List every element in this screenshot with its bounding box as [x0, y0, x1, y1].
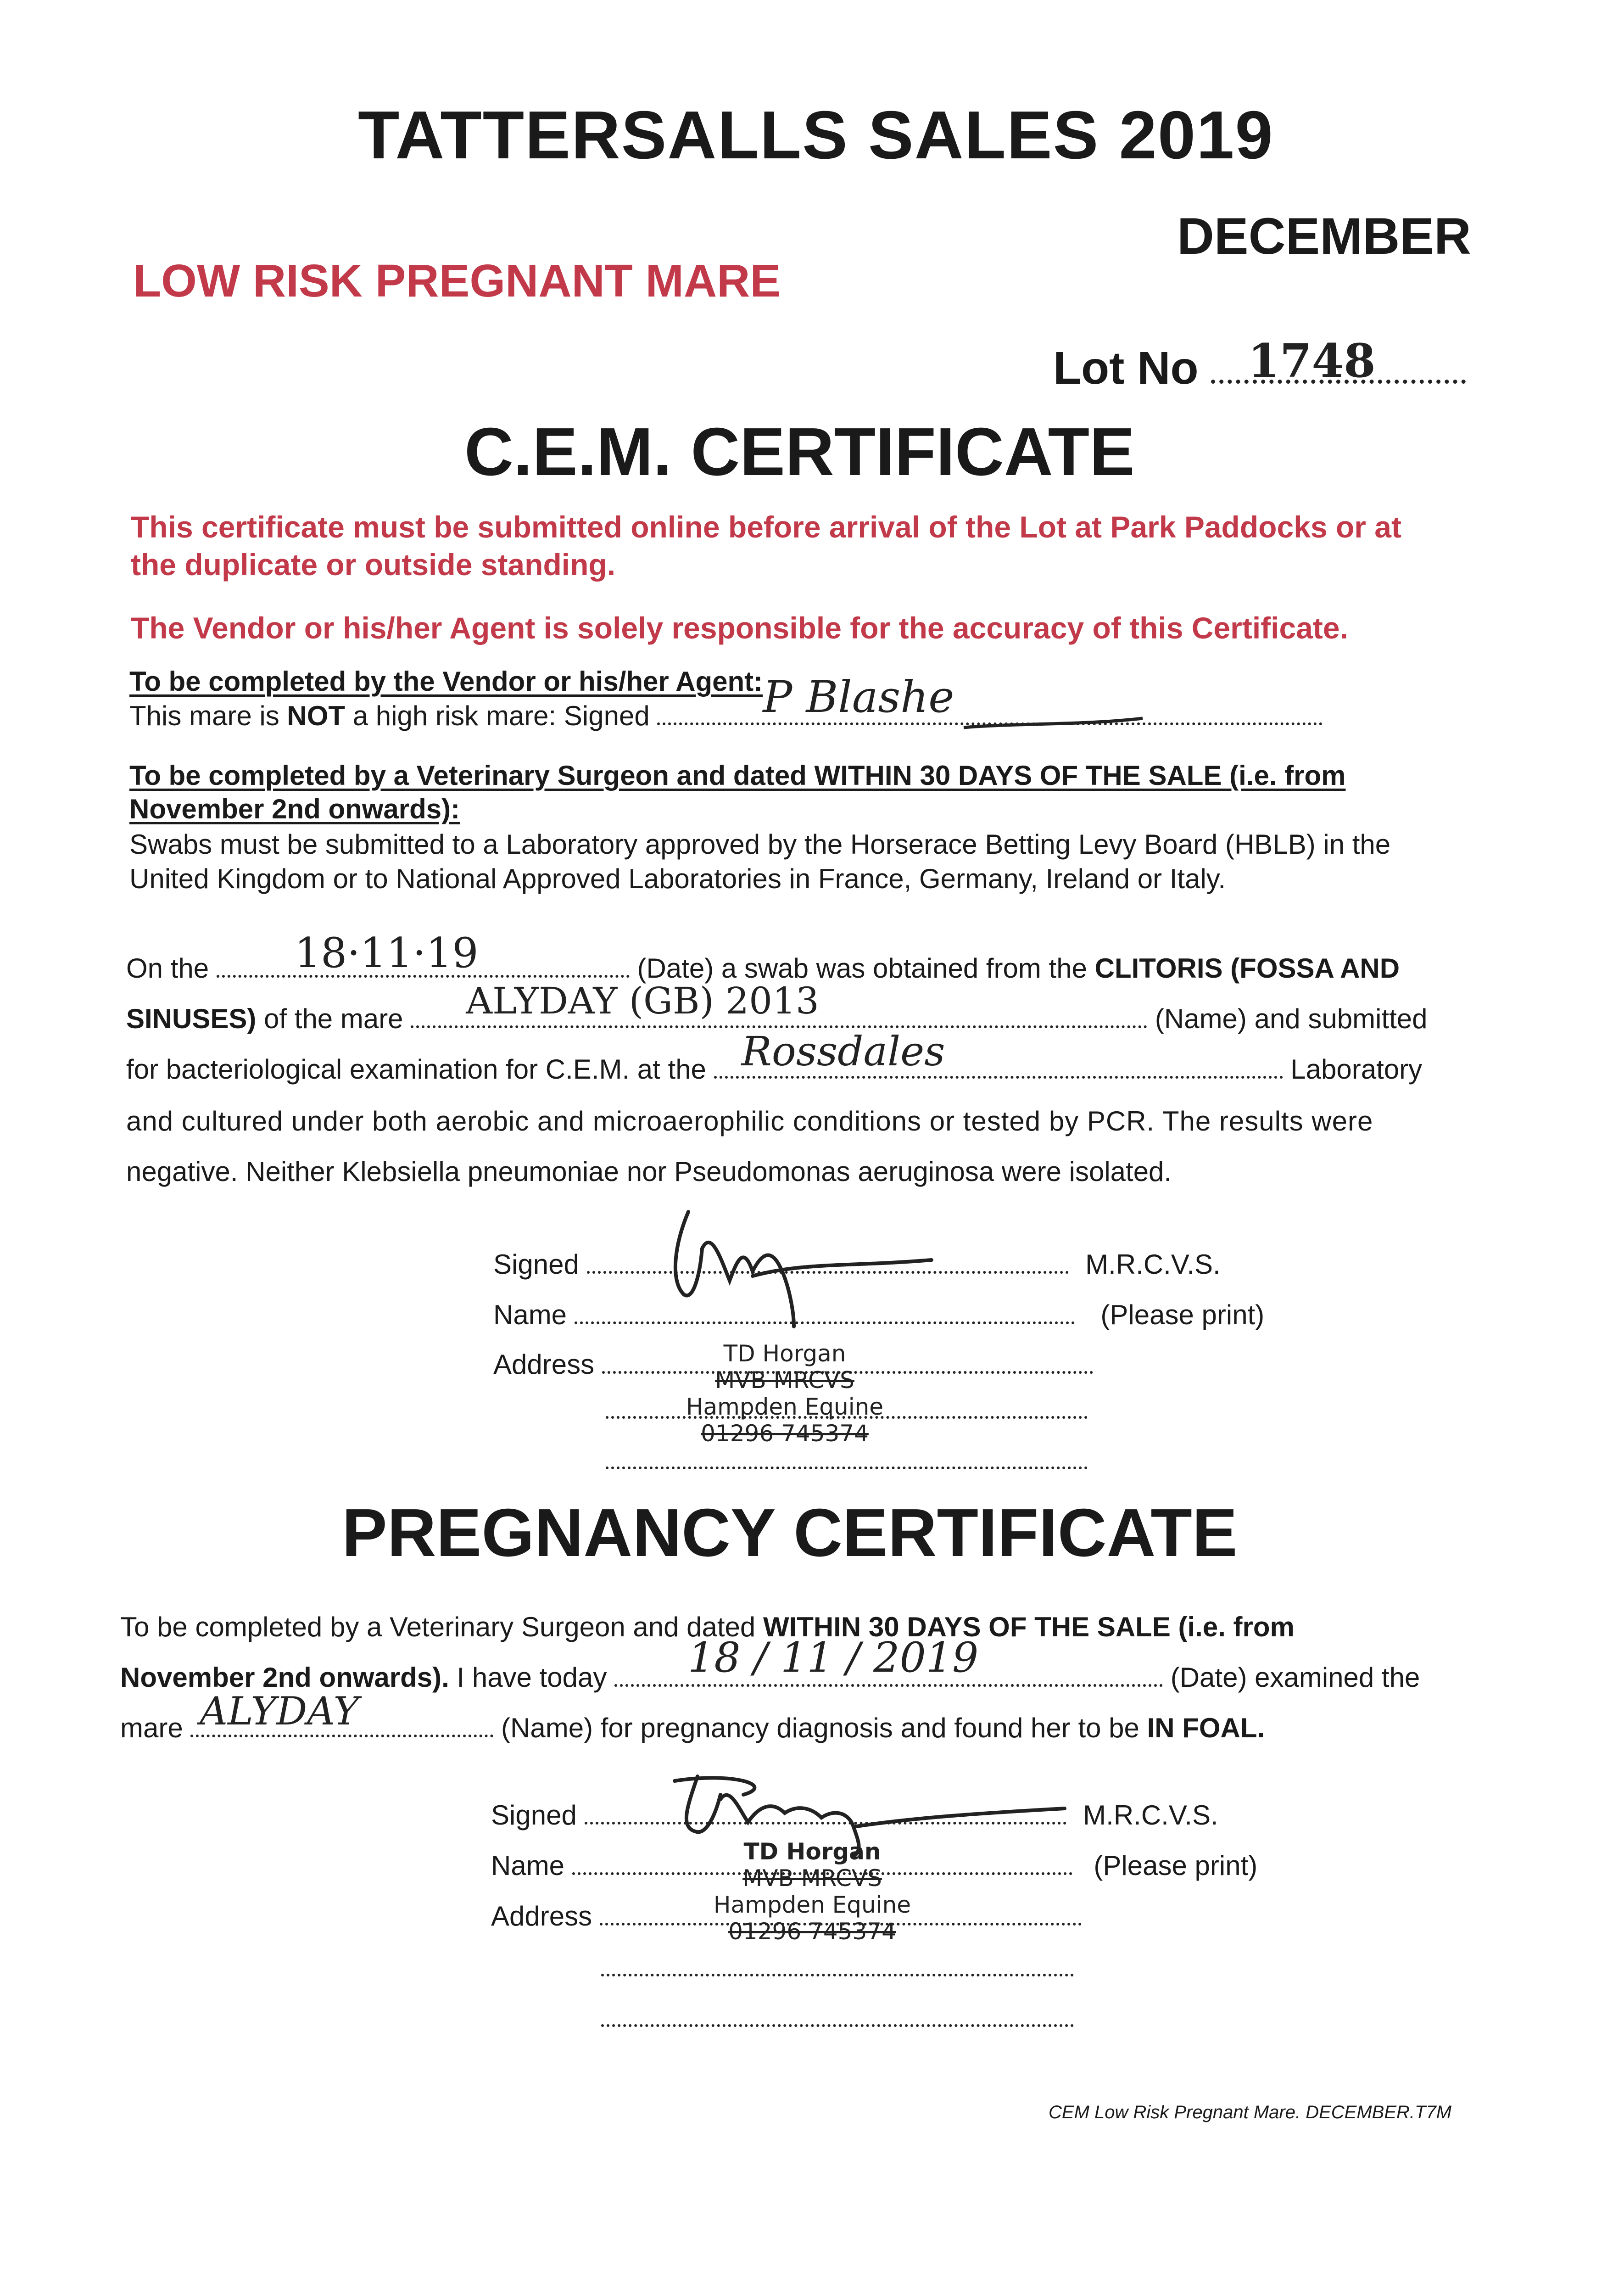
vet-heading-line1: To be completed by a Veterinary Surgeon and dated WITHIN 30 DAYS OF THE SALE (i.e. from [129, 760, 1346, 791]
on-the-label: On the [126, 953, 209, 984]
vendor-signature-stroke [964, 718, 1147, 746]
notice-2: The Vendor or his/her Agent is solely responsible for the accuracy of this Certificate. [131, 611, 1348, 645]
preg-stamp-name: TD Horgan [743, 1838, 881, 1865]
preg-line1-prefix: To be completed by a Veterinary Surgeon and dated [120, 1612, 763, 1642]
swab-line2: United Kingdom or to National Approved Laboratories in France, Germany, Ireland or Italy. [129, 863, 1226, 894]
swab-date-value: 18·11·19 [294, 929, 479, 977]
cem-heading: C.E.M. CERTIFICATE [464, 414, 1135, 490]
mare-label: mare [120, 1713, 183, 1743]
preg-line1-bold: WITHIN 30 DAYS OF THE SALE (i.e. from [763, 1612, 1295, 1642]
laboratory-value: Rossdales [741, 1028, 945, 1075]
pregnancy-heading: PREGNANCY CERTIFICATE [342, 1495, 1238, 1571]
swab-line1: Swabs must be submitted to a Laboratory approved by the Horserace Betting Levy Board (HBLB) in the [129, 829, 1391, 860]
sinuses-label: SINUSES) [126, 1003, 257, 1034]
cem-name-row [493, 1299, 1264, 1331]
cem-please-print: (Please print) [1100, 1299, 1265, 1330]
cem-stamp-name: TD Horgan [723, 1340, 846, 1367]
cem-address-line3[interactable] [606, 1467, 1088, 1469]
category-label: LOW RISK PREGNANT MARE [133, 255, 781, 307]
notice-1-line2: the duplicate or outside standing. [131, 548, 616, 582]
mare-name-value: ALYDAY (GB) 2013 [466, 980, 819, 1022]
notice-1-line1: This certificate must be submitted online before arrival of the Lot at Park Paddocks or at [131, 510, 1401, 544]
preg-mrcvs: M.R.C.V.S. [1083, 1800, 1218, 1830]
laboratory-label: Laboratory [1290, 1054, 1423, 1085]
vendor-heading: To be completed by the Vendor or his/her Agent: [129, 666, 763, 697]
bacterio-line [126, 1028, 1423, 1085]
negative-line: negative. Neither Klebsiella pneumoniae nor Pseudomonas aeruginosa were isolated. [126, 1156, 1172, 1187]
in-foal-label: IN FOAL. [1147, 1713, 1265, 1743]
lot-label [1053, 334, 1466, 395]
cem-vet-stamp [647, 1340, 922, 1447]
date-examined-label: (Date) examined the [1170, 1662, 1420, 1693]
vet-heading-line2: November 2nd onwards): [129, 794, 460, 824]
clitoris-label: CLITORIS (FOSSA AND [1094, 953, 1400, 984]
name-submitted: (Name) and submitted [1155, 1003, 1428, 1034]
preg-address-line2[interactable] [601, 1974, 1074, 1976]
vendor-line-not: NOT [287, 700, 346, 731]
vendor-signature: P Blashe [763, 672, 954, 722]
footer-code: CEM Low Risk Pregnant Mare. DECEMBER.T7M [1049, 2102, 1452, 2122]
preg-mare-name-value: ALYDAY [200, 1689, 359, 1734]
preg-line2-suffix: I have today [449, 1662, 607, 1693]
name-for-label: (Name) for pregnancy diagnosis and found her to be [501, 1713, 1147, 1743]
cem-stamp-practice: Hampden Equine [686, 1394, 884, 1420]
cem-address-label: Address [493, 1349, 595, 1380]
preg-vet-stamp [675, 1838, 950, 1945]
cem-mrcvs: M.R.C.V.S. [1085, 1249, 1221, 1280]
preg-name-label: Name [491, 1850, 565, 1881]
preg-signed-label: Signed [491, 1800, 577, 1830]
cem-stamp-phone: 01296 745374 [701, 1420, 869, 1447]
lot-number-value: 1748 [1248, 334, 1376, 388]
swab-date-field[interactable] [217, 929, 630, 978]
cem-stamp-qual: MVB MRCVS [715, 1367, 854, 1394]
vendor-line-prefix: This mare is [129, 700, 287, 731]
lot-label-text: Lot No [1053, 342, 1199, 394]
preg-address-label: Address [491, 1901, 592, 1931]
cem-signed-label: Signed [493, 1249, 579, 1280]
preg-line2-bold: November 2nd onwards). [120, 1662, 449, 1693]
mare-name-field[interactable] [411, 980, 1147, 1028]
cem-name-field[interactable] [575, 1303, 1075, 1324]
preg-mare-name-field[interactable] [190, 1689, 493, 1737]
bacterio-label: for bacteriological examination for C.E.M. at the [126, 1054, 706, 1085]
cem-name-label: Name [493, 1299, 567, 1330]
preg-stamp-practice: Hampden Equine [713, 1892, 911, 1918]
date-clause: (Date) a swab was obtained from the [637, 953, 1095, 984]
preg-line3 [120, 1689, 1265, 1744]
laboratory-field[interactable] [714, 1028, 1283, 1079]
of-the-mare: of the mare [256, 1003, 403, 1034]
exam-date-value: 18 / 11 / 2019 [688, 1634, 979, 1682]
sale-title: TATTERSALLS SALES 2019 [358, 97, 1274, 173]
preg-address-line3[interactable] [601, 2024, 1074, 2027]
sale-month: DECEMBER [1177, 207, 1471, 265]
cultured-line: and cultured under both aerobic and microaerophilic conditions or tested by PCR. The results were [126, 1106, 1373, 1136]
exam-date-field[interactable] [614, 1634, 1163, 1687]
vendor-line-suffix: a high risk mare: Signed [345, 700, 650, 731]
lot-number-field[interactable] [1211, 334, 1466, 388]
preg-stamp-phone: 01296 745374 [728, 1918, 896, 1945]
preg-stamp-qual: MVB MRCVS [742, 1865, 882, 1892]
preg-please-print: (Please print) [1094, 1850, 1258, 1881]
